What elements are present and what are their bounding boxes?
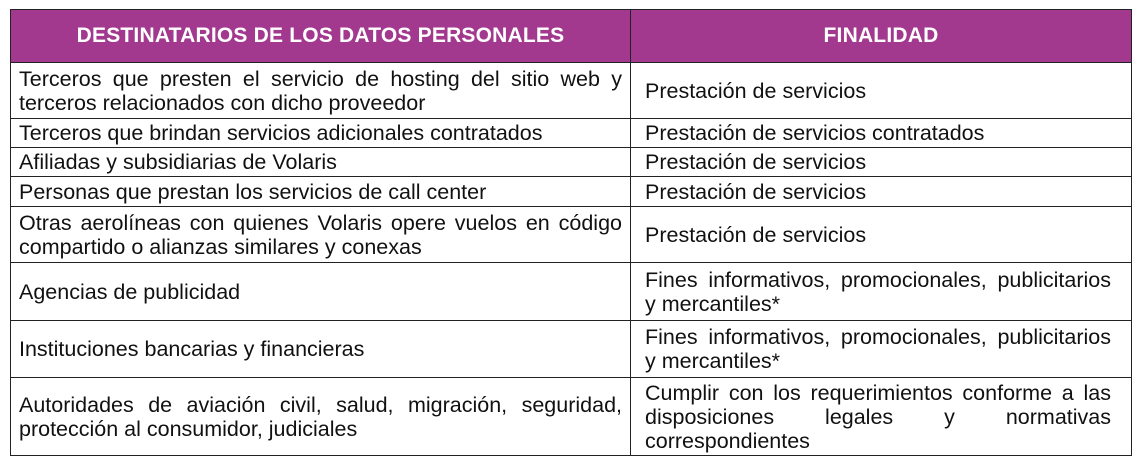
purpose-cell: Prestación de servicios: [631, 177, 1132, 207]
purpose-cell: Prestación de servicios: [631, 148, 1132, 177]
table-row: [11, 378, 1132, 456]
table-row: [11, 263, 1132, 321]
table-row: [11, 321, 1132, 378]
purpose-cell: Cumplir con los requerimientos conforme a las disposiciones legales y normativas correspondientes: [631, 378, 1132, 456]
table-row: [11, 148, 1132, 177]
recipient-cell: Instituciones bancarias y financieras: [11, 321, 631, 378]
purpose-cell: Fines informativos, promocionales, publicitarios y mercantiles*: [631, 321, 1132, 378]
table-row: [11, 177, 1132, 207]
recipient-cell: Terceros que presten el servicio de hosting del sitio web y terceros relacionados con dicho proveedor: [11, 63, 631, 119]
table-row: [11, 119, 1132, 148]
purpose-cell: Prestación de servicios: [631, 63, 1132, 119]
recipient-cell: Autoridades de aviación civil, salud, migración, seguridad, protección al consumidor, judiciales: [11, 378, 631, 456]
table-header-row: [11, 10, 1132, 63]
purpose-cell: Prestación de servicios: [631, 207, 1132, 263]
recipient-cell: Agencias de publicidad: [11, 263, 631, 321]
purpose-cell: Prestación de servicios contratados: [631, 119, 1132, 148]
recipient-cell: Afiliadas y subsidiarias de Volaris: [11, 148, 631, 177]
data-recipients-table: [10, 9, 1132, 456]
recipient-cell: Terceros que brindan servicios adicionales contratados: [11, 119, 631, 148]
data-recipients-table-container: [10, 9, 1131, 456]
table-row: [11, 63, 1132, 119]
header-purpose: FINALIDAD: [631, 10, 1132, 63]
purpose-cell: Fines informativos, promocionales, publicitarios y mercantiles*: [631, 263, 1132, 321]
recipient-cell: Personas que prestan los servicios de call center: [11, 177, 631, 207]
table-row: [11, 207, 1132, 263]
recipient-cell: Otras aerolíneas con quienes Volaris opere vuelos en código compartido o alianzas similares y conexas: [11, 207, 631, 263]
header-recipients: DESTINATARIOS DE LOS DATOS PERSONALES: [11, 10, 631, 63]
